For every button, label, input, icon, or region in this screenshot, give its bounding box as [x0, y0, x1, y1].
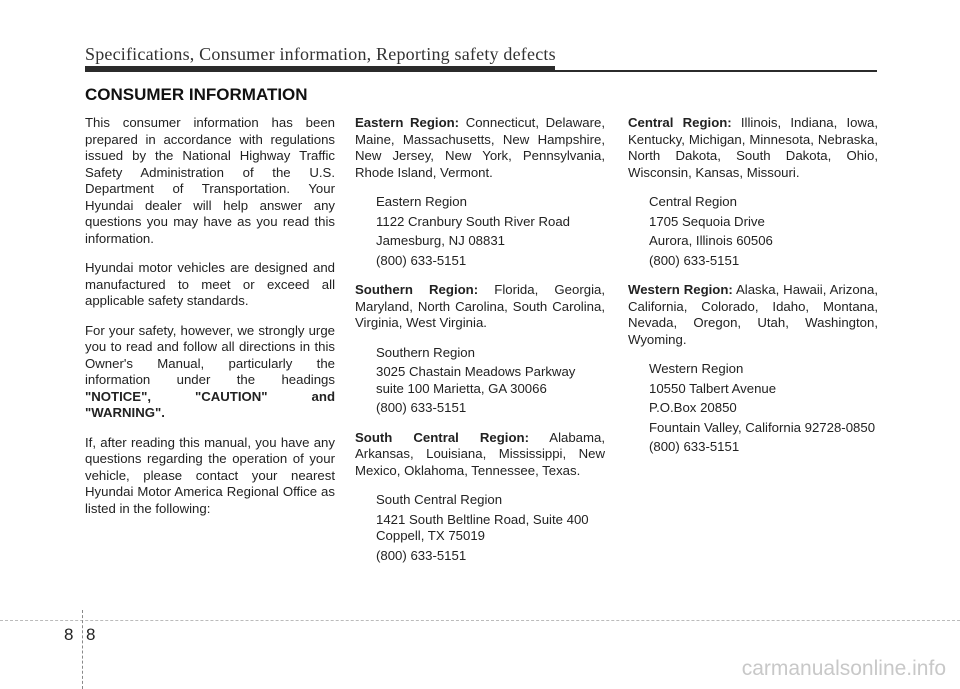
- address-pobox: P.O.Box 20850: [649, 400, 737, 415]
- standards-paragraph: Hyundai motor vehicles are designed and manufactured to meet or exceed all applicable safety standards.: [85, 260, 335, 308]
- eastern-region-address: [376, 194, 605, 269]
- southern-region-address: [376, 345, 605, 417]
- safety-text: For your safety, however, we strongly urge you to read and follow all directions in this Owner's Manual, particularly the information under the headings: [85, 322, 335, 387]
- south-central-region-states: Alabama, Arkansas, Louisiana, Mississippi, New Mexico, Oklahoma, Tennessee, Texas.: [355, 429, 605, 478]
- address-name: South Central Region: [376, 492, 503, 507]
- southern-region-label: Southern Region:: [355, 282, 479, 297]
- contact-paragraph: If, after reading this manual, you have any questions regarding the operation of your vehicle, please contact your nearest Hyundai Motor America Regional Office as listed in the following:: [85, 434, 335, 516]
- section-heading: CONSUMER INFORMATION: [85, 85, 308, 104]
- western-region-label: Western Region:: [628, 282, 733, 297]
- eastern-region-desc: [355, 115, 605, 181]
- central-region-address: [649, 194, 878, 269]
- south-central-region-address: [376, 492, 605, 564]
- address-name: Central Region: [649, 194, 737, 209]
- western-region-states: Alaska, Hawaii, Arizona, California, Colorado, Idaho, Montana, Nevada, Oregon, Utah, Washington, Wyoming.: [628, 282, 878, 347]
- eastern-region-label: Eastern Region:: [355, 115, 460, 130]
- address-street: 1421 South Beltline Road, Suite 400 Coppell, TX 75019: [376, 511, 589, 543]
- south-central-region-desc: [355, 430, 605, 480]
- address-street: 10550 Talbert Avenue: [649, 380, 777, 396]
- central-region-desc: [628, 115, 878, 181]
- south-central-region-label: South Central Region:: [355, 429, 529, 445]
- western-region-address: [649, 361, 878, 456]
- address-city: Jamesburg, NJ 08831: [376, 233, 506, 248]
- central-region-label: Central Region:: [628, 115, 732, 130]
- central-region-states: Illinois, Indiana, Iowa, Kentucky, Michigan, Minnesota, Nebraska, North Dakota, South Dakota, Ohio, Wisconsin, Kansas, Missouri.: [628, 115, 878, 180]
- southern-region-desc: [355, 282, 605, 332]
- address-phone: (800) 633-5151: [649, 439, 740, 454]
- address-name: Southern Region: [376, 344, 475, 360]
- page-header-title: Specifications, Consumer information, Reporting safety defects: [85, 44, 556, 64]
- address-city: Aurora, Illinois 60506: [649, 233, 773, 248]
- header-rule-thin: [555, 70, 877, 72]
- address-phone: (800) 633-5151: [649, 252, 740, 268]
- address-phone: (800) 633-5151: [376, 547, 467, 563]
- western-region-desc: [628, 282, 878, 348]
- header-rule-thick: [85, 66, 555, 72]
- intro-paragraph: This consumer information has been prepared in accordance with regulations issued by the National Highway Traffic Safety Administration of the U.S. Department of Transportation. Your Hyundai dealer will help answer any questions you may have as you read this information.: [85, 115, 335, 246]
- column-regions-1: [355, 115, 605, 567]
- southern-region-states: Florida, Georgia, Maryland, North Carolina, South Carolina, Virginia, West Virginia.: [355, 282, 605, 330]
- watermark: carmanualsonline.info: [741, 657, 946, 680]
- address-street: 3025 Chastain Meadows Parkway suite 100 Marietta, GA 30066: [376, 364, 576, 396]
- address-phone: (800) 633-5151: [376, 400, 467, 415]
- chapter-number: 8: [64, 625, 74, 644]
- address-name: Eastern Region: [376, 194, 467, 209]
- footer-page-divider: [82, 610, 83, 689]
- eastern-region-states: Connecticut, Delaware, Maine, Massachusetts, New Hampshire, New Jersey, New York, Pennsylvania, Rhode Island, Vermont.: [355, 115, 605, 180]
- page-number: 8: [86, 625, 96, 644]
- address-name: Western Region: [649, 361, 744, 376]
- column-intro: [85, 115, 335, 530]
- safety-paragraph: [85, 323, 335, 422]
- address-street: 1705 Sequoia Drive: [649, 213, 765, 229]
- address-city: Fountain Valley, California 92728-0850: [649, 419, 876, 435]
- safety-headings: "NOTICE", "CAUTION" and "WARNING".: [85, 388, 335, 420]
- address-phone: (800) 633-5151: [376, 252, 467, 268]
- address-street: 1122 Cranbury South River Road: [376, 213, 571, 229]
- footer-divider: [0, 620, 960, 621]
- column-regions-2: [628, 115, 878, 459]
